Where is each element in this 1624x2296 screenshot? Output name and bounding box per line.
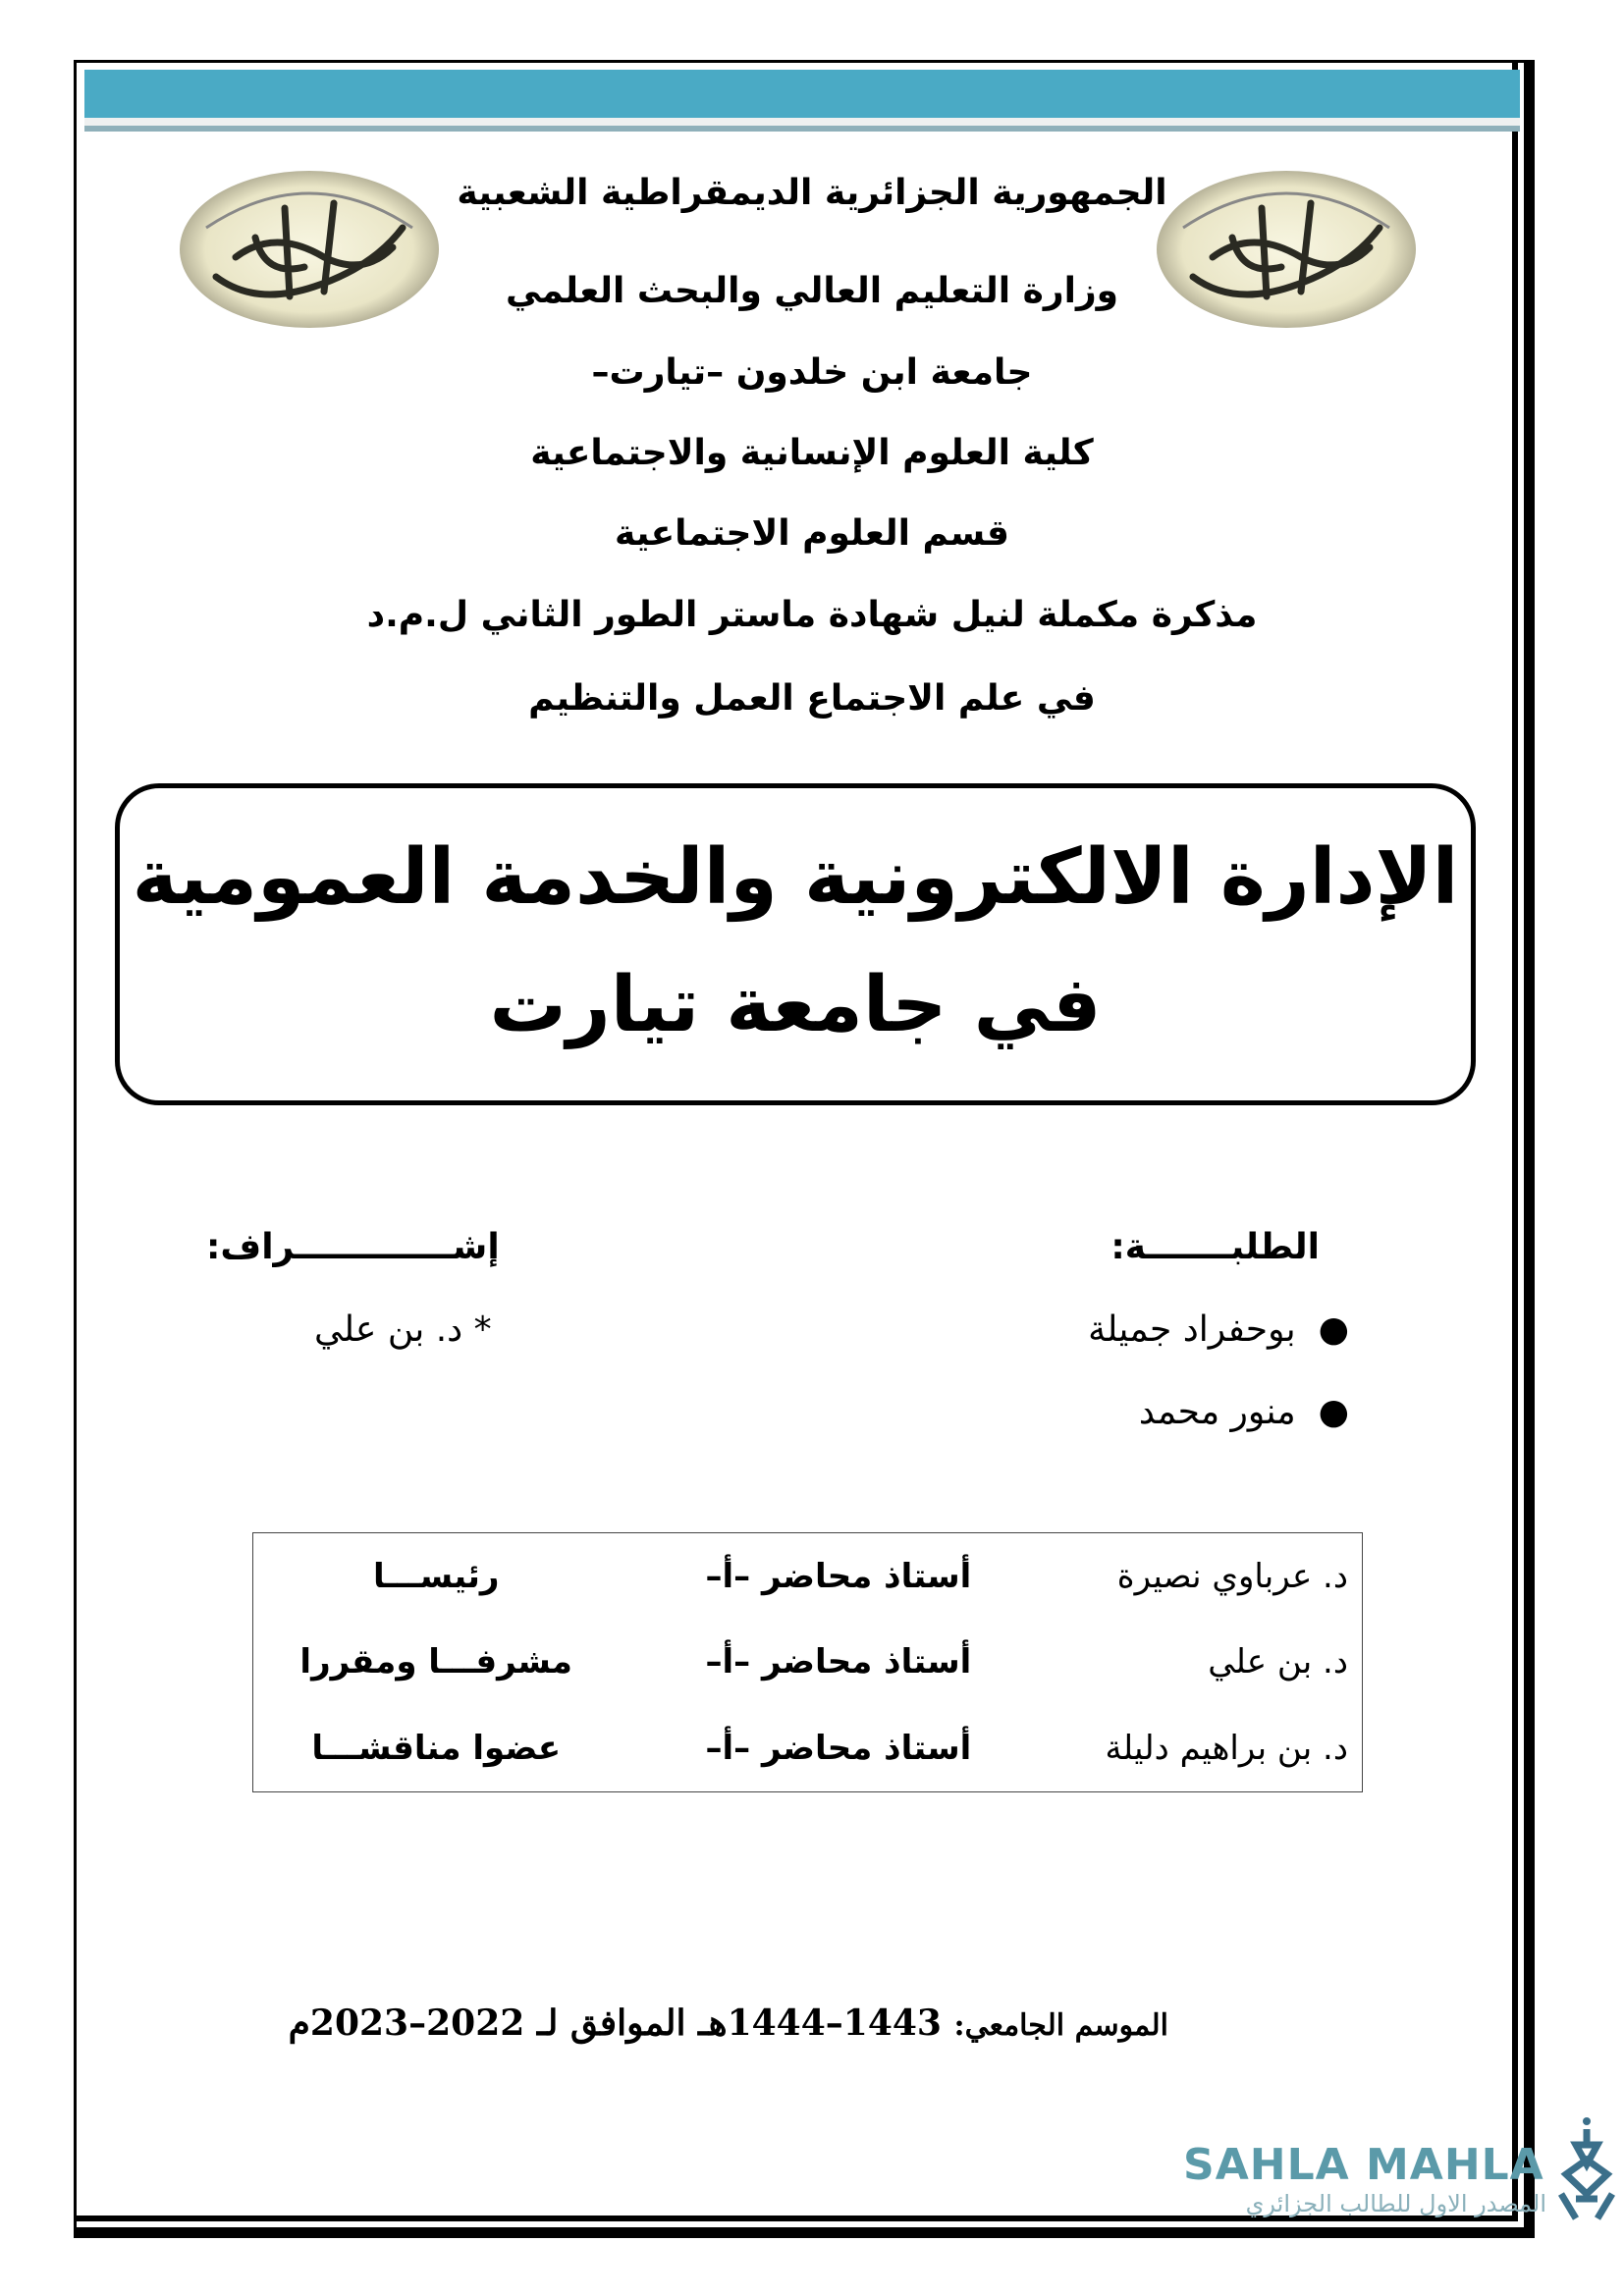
republic-name: الجمهورية الجزائرية الديمقراطية الشعبية	[457, 173, 1167, 213]
watermark-tagline: المصدر الاول للطالب الجزائري	[1245, 2190, 1546, 2217]
jury-rank: أستاذ محاضر –أ–	[705, 1642, 972, 1682]
bullet-icon: ●	[1295, 1309, 1349, 1350]
academic-season	[289, 2002, 1168, 2044]
thesis-type: مذكرة مكملة لنيل شهادة ماستر الطور الثاني ل.م.د	[366, 595, 1258, 635]
top-bar-shadow	[84, 126, 1520, 132]
top-color-bar	[84, 70, 1520, 131]
jury-rank: أستاذ محاضر –أ–	[705, 1729, 972, 1769]
thesis-title-line2: في جامعة تيارت	[489, 961, 1102, 1049]
table-row	[253, 1620, 1363, 1705]
jury-rank: أستاذ محاضر –أ–	[705, 1556, 972, 1596]
specialty: في علم الاجتماع العمل والتنظيم	[528, 678, 1096, 719]
student-item: ● منور محمد	[1138, 1392, 1349, 1432]
jury-table	[252, 1532, 1363, 1792]
department-name: قسم العلوم الاجتماعية	[615, 513, 1009, 554]
jury-name: د. عرباوي نصيرة	[1116, 1556, 1348, 1596]
bullet-icon: ●	[1295, 1392, 1349, 1432]
watermark-brand: SAHLA MAHLA	[1183, 2140, 1544, 2190]
sahla-mahla-watermark	[1183, 2140, 1546, 2217]
faculty-name: كلية العلوم الإنسانية والاجتماعية	[530, 433, 1094, 473]
jury-name: د. بن علي	[1208, 1642, 1348, 1682]
jury-role: مشرفـــا ومقررا	[299, 1642, 572, 1682]
ministry-name: وزارة التعليم العالي والبحث العلمي	[505, 271, 1119, 311]
season-label: الموسم الجامعي:	[953, 2008, 1168, 2043]
table-row	[253, 1533, 1363, 1620]
university-name: جامعة ابن خلدون –تيارت–	[591, 352, 1033, 393]
students-label: الطلبـــــــة:	[1110, 1227, 1320, 1267]
jury-role: عضوا مناقشـــا	[311, 1729, 562, 1769]
supervisor-name: * د. بن علي	[314, 1309, 492, 1350]
jury-role: رئيســـا	[372, 1556, 500, 1596]
season-value: 1443–1444هـ الموافق لـ 2022–2023م	[288, 2002, 942, 2044]
thesis-title-line1: الإدارة الالكترونية والخدمة العمومية	[132, 833, 1459, 922]
table-row	[253, 1705, 1363, 1791]
jury-name: د. بن براهيم دليلة	[1105, 1729, 1348, 1769]
sahla-mahla-logo-icon	[1556, 2115, 1617, 2223]
thesis-title-box	[115, 783, 1476, 1105]
student-item: ● بوحفراد جميلة	[1088, 1309, 1349, 1350]
supervision-label: إشـــــــــــــراف:	[206, 1227, 500, 1267]
